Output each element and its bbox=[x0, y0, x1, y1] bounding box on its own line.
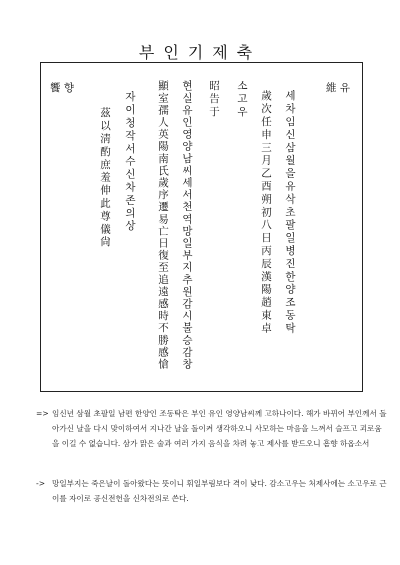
prayer-column-1: 세차임신삼월을유삭초팔일병진한양조동탁 bbox=[284, 90, 296, 336]
opening-mark: 維 유 bbox=[326, 82, 350, 94]
closing-mark: 饗 향 bbox=[50, 82, 74, 94]
prayer-column-2: 歲次任申三月乙酉朔初八日丙辰漢陽趙東卓 bbox=[260, 90, 272, 336]
prayer-column-6: 顯室孺人英陽南氏歲序遷易亡日復至追遠感時不勝感愴 bbox=[157, 80, 169, 371]
prayer-column-5: 현실유인영양남씨세서천역망일부지추원감시불승감창 bbox=[181, 80, 193, 371]
prayer-column-7: 자이청작서수신차존의상 bbox=[124, 91, 136, 233]
prayer-column-3: 소고우 bbox=[236, 80, 248, 119]
note-text: 임신년 삼월 초팔일 남편 한양인 조동탁은 부인 유인 영양남씨께 고하나이다. 해가 바뀌어 부인께서 돌아가신 날을 다시 맞이하여서 지나간 날을 돌이켜 생각하오니 사모하는 마음을 느껴서 슬프고 괴로움을 이길 수 없습니다. 삼가 맑은 술과 여러 가지 음식을 차려 놓고 제사를 받드오니 흠향 하옵소서 bbox=[52, 409, 387, 448]
usage-note bbox=[38, 476, 388, 506]
note-marker: => bbox=[36, 409, 49, 418]
prayer-column-4: 昭告于 bbox=[208, 80, 220, 119]
note-text: 망일부지는 죽은날이 돌아왔다는 뜻이니 휘일부림보다 격이 낮다. 감소고우는 처제사에는 소고우로 근이를 자이로 공신전헌을 신차전의로 쓴다. bbox=[52, 479, 387, 503]
translation-note bbox=[38, 406, 388, 451]
page-title: 부인기제축 bbox=[138, 43, 262, 62]
note-marker: -> bbox=[36, 479, 46, 488]
prayer-column-8: 茲以淸酌庶羞伸此尊儀尙 bbox=[99, 107, 111, 249]
prayer-text-box bbox=[40, 62, 363, 392]
